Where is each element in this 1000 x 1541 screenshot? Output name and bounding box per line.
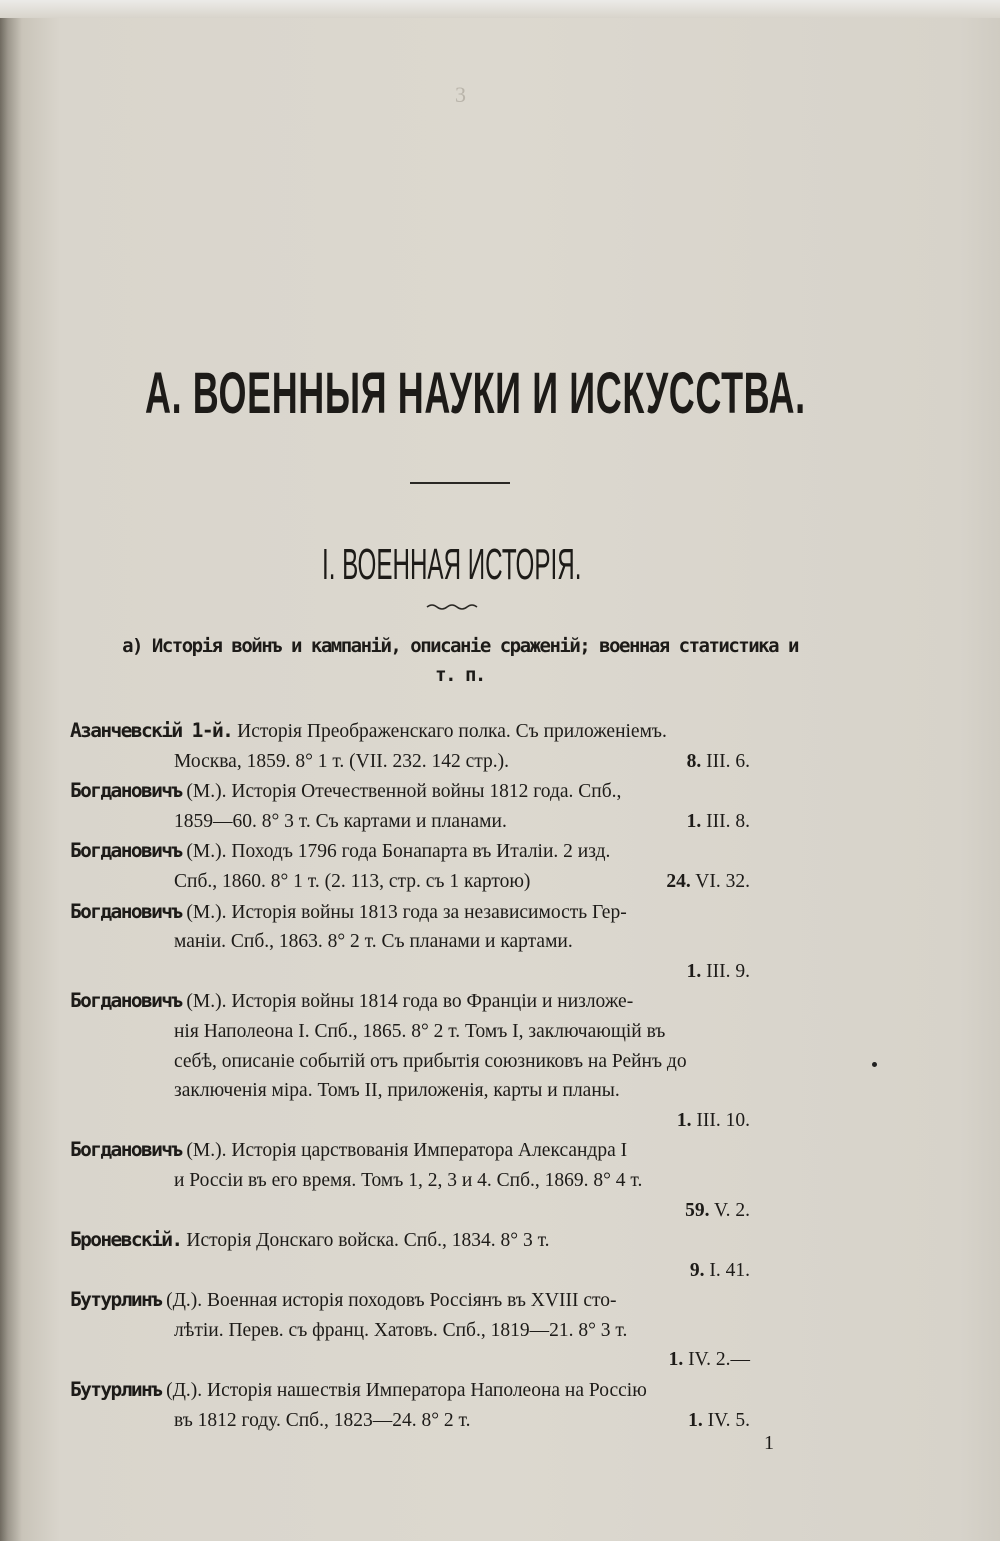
shelf-code <box>685 1200 750 1221</box>
entry-text: (М.). Исторія Отечественной войны 1812 года. Спб., <box>186 781 622 803</box>
entry-code-line <box>70 1196 810 1226</box>
entry-line-text-wrap <box>70 897 627 928</box>
entry-line-text-wrap <box>70 986 633 1017</box>
bibliography-entry <box>70 897 810 987</box>
entry-text: (М.). Походъ 1796 года Бонапарта въ Италіи. 2 изд. <box>186 841 611 863</box>
entry-line-text-wrap <box>174 1406 470 1436</box>
entry-text: Спб., 1860. 8° 1 т. (2. 113, стр. съ 1 картою) <box>174 870 531 892</box>
entry-line <box>70 927 810 957</box>
entry-line-text-wrap <box>174 1166 642 1196</box>
entry-line <box>70 867 810 897</box>
bibliography-entry <box>70 836 810 896</box>
entry-text: (Д.). Военная исторія походовъ Россіянъ въ XVIII сто- <box>166 1290 617 1312</box>
shelf-code-location: VI. 32. <box>695 870 750 892</box>
entry-line <box>70 1017 810 1047</box>
shelf-code-location: I. 41. <box>709 1259 750 1281</box>
entry-author: Богдановичъ <box>70 989 182 1013</box>
entry-author: Богдановичъ <box>70 779 182 803</box>
entry-line <box>70 1135 810 1166</box>
entry-code-line <box>70 1106 810 1136</box>
entry-line-text-wrap <box>174 927 573 957</box>
shelf-code-number: 1. <box>668 1349 684 1371</box>
entry-line-text-wrap <box>174 1017 665 1047</box>
entry-line-text-wrap <box>70 1285 617 1316</box>
entry-line <box>70 1076 810 1106</box>
ornament-divider <box>425 602 481 612</box>
entry-text: въ 1812 году. Спб., 1823—24. 8° 2 т. <box>174 1409 471 1431</box>
entry-line-text-wrap <box>70 716 667 747</box>
shelf-code-location: IV. 2.— <box>688 1349 750 1371</box>
entry-text: (М.). Исторія царствованія Императора Александра I <box>186 1140 628 1162</box>
signature-mark: 1 <box>764 1432 774 1454</box>
shelf-code <box>687 961 750 982</box>
entry-line-text-wrap <box>70 1225 550 1256</box>
shelf-code <box>688 1406 810 1436</box>
entry-line-text-wrap <box>70 1135 627 1166</box>
bibliography-entry <box>70 776 810 836</box>
shelf-code-number: 9. <box>689 1259 705 1281</box>
entry-line <box>70 897 810 928</box>
chapter-title: I. ВОЕННАЯ ИСТОРІЯ. <box>322 540 582 589</box>
entry-line <box>70 1316 810 1346</box>
entry-line <box>70 1285 810 1316</box>
entry-text: и Россіи въ его время. Томъ 1, 2, 3 и 4. Спб., 1869. 8° 4 т. <box>174 1169 643 1191</box>
entry-line-text-wrap <box>70 836 610 867</box>
entry-line <box>70 986 810 1017</box>
entry-line-text-wrap <box>174 1076 620 1106</box>
entry-line <box>70 1047 810 1077</box>
shelf-code-number: 1. <box>686 810 702 832</box>
entry-text: нія Наполеона I. Спб., 1865. 8° 2 т. Томъ I, заключающій въ <box>174 1020 666 1042</box>
entry-author: Азанчевскій 1-й. <box>70 719 233 742</box>
entry-line <box>70 1406 810 1436</box>
bibliography-entry <box>70 1375 810 1435</box>
entry-line <box>70 1166 810 1196</box>
entry-code-line <box>70 1345 810 1375</box>
entry-text: заключенія міра. Томъ II, приложенія, карты и планы. <box>174 1080 620 1102</box>
entry-line <box>70 747 810 777</box>
shelf-code-number: 1. <box>686 960 702 982</box>
entry-line-text-wrap <box>174 807 507 837</box>
entry-text: Москва, 1859. 8° 1 т. (VII. 232. 142 стр.). <box>174 750 510 772</box>
shelf-code-location: IV. 5. <box>707 1409 750 1431</box>
entry-line-text-wrap <box>174 867 530 897</box>
entry-line-text-wrap <box>174 1047 687 1077</box>
bibliography-entry <box>70 1285 810 1375</box>
entry-text: маніи. Спб., 1863. 8° 2 т. Съ планами и картами. <box>174 931 573 953</box>
shelf-code-number: 59. <box>685 1199 710 1221</box>
bibliography-entry <box>70 1135 810 1225</box>
shelf-code-number: 24. <box>666 870 691 892</box>
entry-author: Бутурлинъ <box>70 1378 162 1402</box>
shelf-code-location: III. 9. <box>706 960 750 982</box>
entry-text: (М.). Исторія войны 1814 года во Франціи и низложе- <box>186 991 634 1013</box>
shelf-code-number: 1. <box>676 1109 692 1131</box>
shelf-code-number: 1. <box>688 1409 703 1431</box>
entry-text: (Д.). Исторія нашествія Императора Наполеона на Россію <box>166 1380 647 1402</box>
shelf-code-location: III. 8. <box>706 810 750 832</box>
shelf-code-location: V. 2. <box>714 1199 750 1221</box>
entry-author: Броневскій. <box>70 1228 182 1252</box>
shelf-code-location: III. 6. <box>706 750 750 772</box>
entry-text: (М.). Исторія войны 1813 года за независимость Гер- <box>186 901 627 923</box>
entry-text: себѣ, описаніе событій отъ прибытія союзниковъ на Рейнъ до <box>174 1050 687 1072</box>
title-divider <box>410 482 510 484</box>
shelf-code <box>669 1349 750 1370</box>
page-top-edge <box>0 0 1000 18</box>
shelf-code <box>666 867 810 897</box>
entry-line <box>70 836 810 867</box>
bibliography-entry <box>70 1225 810 1285</box>
entry-line <box>70 776 810 807</box>
section-heading: а) Исторія войнъ и кампаній, описаніе сраженій; военная статистика и т. п. <box>122 635 798 686</box>
entry-code-line <box>70 957 810 987</box>
shelf-code <box>687 747 810 777</box>
shelf-code-number: 8. <box>686 750 702 772</box>
bibliography-entry <box>70 716 810 776</box>
entry-text: 1859—60. 8° 3 т. Съ картами и планами. <box>174 810 507 832</box>
entry-line <box>70 716 810 747</box>
part-title: А. ВОЕННЫЯ НАУКИ И ИСКУССТВА. <box>145 361 806 426</box>
shelf-code <box>677 1110 750 1131</box>
bibliography-entry <box>70 986 810 1135</box>
entry-line-text-wrap <box>70 1375 647 1406</box>
entry-author: Богдановичъ <box>70 839 182 863</box>
entry-text: лѣтіи. Перев. съ франц. Хатовъ. Спб., 1819—21. 8° 3 т. <box>174 1319 628 1341</box>
entry-line <box>70 1225 810 1256</box>
entry-line <box>70 807 810 837</box>
entry-author: Богдановичъ <box>70 1138 182 1162</box>
entry-line-text-wrap <box>70 776 621 807</box>
shelf-code <box>690 1260 750 1281</box>
entry-line <box>70 1375 810 1406</box>
ink-speck <box>872 1062 877 1067</box>
entry-author: Бутурлинъ <box>70 1288 162 1312</box>
entry-line-text-wrap <box>174 747 509 777</box>
entry-code-line <box>70 1256 810 1286</box>
page-number: 3 <box>455 82 466 107</box>
entry-text: Исторія Преображенскаго полка. Съ приложеніемъ. <box>237 721 667 742</box>
entry-text: Исторія Донскаго войска. Спб., 1834. 8° 3 т. <box>186 1230 550 1252</box>
bibliography-list <box>70 716 810 1435</box>
shelf-code-location: III. 10. <box>696 1109 750 1131</box>
shelf-code <box>687 807 810 837</box>
entry-author: Богдановичъ <box>70 899 182 923</box>
entry-line-text-wrap <box>174 1316 627 1346</box>
